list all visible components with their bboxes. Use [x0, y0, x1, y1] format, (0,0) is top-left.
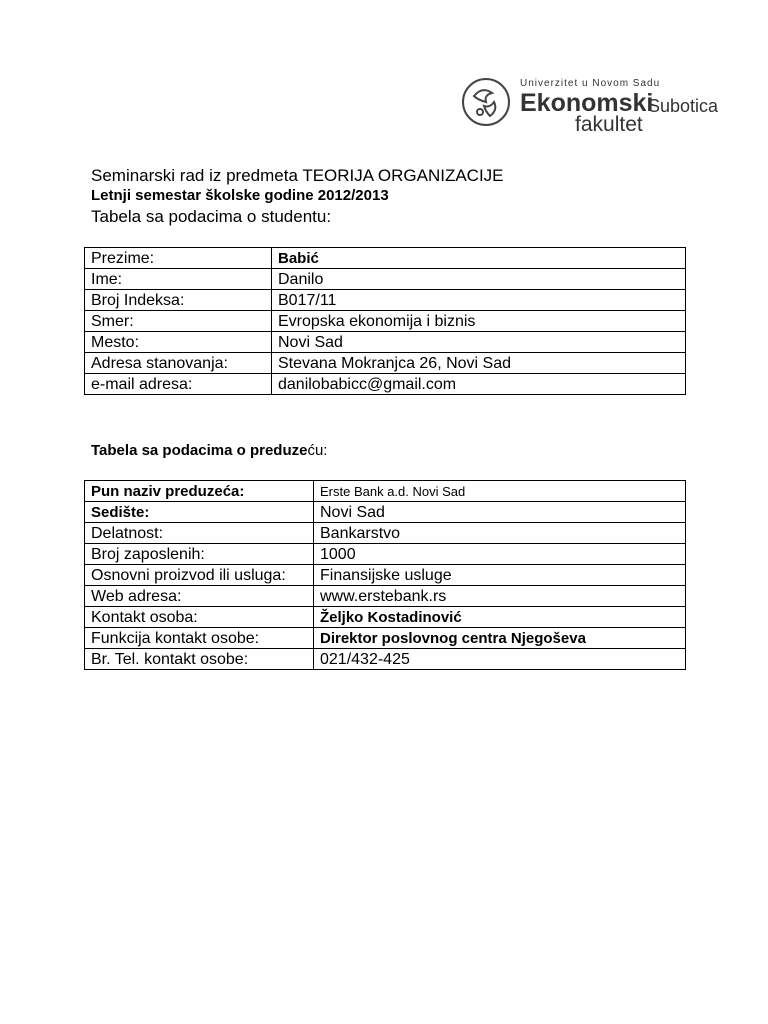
table-row — [85, 628, 686, 649]
table-row — [85, 248, 686, 269]
logo-city: Subotica — [648, 96, 719, 116]
row-label: Osnovni proizvod ili usluga: — [85, 565, 314, 586]
row-value: Stevana Mokranjca 26, Novi Sad — [272, 353, 686, 374]
row-value: Danilo — [272, 269, 686, 290]
row-label: Kontakt osoba: — [85, 607, 314, 628]
row-label: Smer: — [85, 311, 272, 332]
company-heading-bold: Tabela sa podacima o preduze — [91, 442, 308, 459]
table-row — [85, 649, 686, 670]
row-label: Prezime: — [85, 248, 272, 269]
row-label: Ime: — [85, 269, 272, 290]
row-value: Novi Sad — [272, 332, 686, 353]
document-title: Seminarski rad iz predmeta TEORIJA ORGANIZACIJE — [91, 166, 504, 185]
table-row — [85, 481, 686, 502]
faculty-logo — [460, 74, 730, 136]
table-row — [85, 290, 686, 311]
row-value: Babić — [272, 248, 686, 269]
table-row — [85, 607, 686, 628]
row-value: danilobabicc@gmail.com — [272, 374, 686, 395]
row-label: e-mail adresa: — [85, 374, 272, 395]
row-label: Web adresa: — [85, 586, 314, 607]
semester-line: Letnji semestar školske godine 2012/2013 — [91, 187, 389, 204]
table-row — [85, 565, 686, 586]
table-row — [85, 502, 686, 523]
row-label: Broj Indeksa: — [85, 290, 272, 311]
row-label: Mesto: — [85, 332, 272, 353]
student-table-heading: Tabela sa podacima o studentu: — [91, 207, 332, 226]
row-value: Novi Sad — [314, 502, 686, 523]
table-row — [85, 311, 686, 332]
table-row — [85, 269, 686, 290]
row-value: www.erstebank.rs — [314, 586, 686, 607]
faculty-emblem-icon — [460, 76, 512, 128]
company-table — [84, 480, 686, 670]
table-row — [85, 374, 686, 395]
row-label: Sedište: — [85, 502, 314, 523]
table-row — [85, 544, 686, 565]
row-label: Broj zaposlenih: — [85, 544, 314, 565]
row-value: Željko Kostadinović — [314, 607, 686, 628]
row-value: Evropska ekonomija i biznis — [272, 311, 686, 332]
row-label: Pun naziv preduzeća: — [85, 481, 314, 502]
row-value: 1000 — [314, 544, 686, 565]
row-label: Delatnost: — [85, 523, 314, 544]
table-row — [85, 332, 686, 353]
table-row — [85, 353, 686, 374]
row-label: Funkcija kontakt osobe: — [85, 628, 314, 649]
company-heading-rest: ću: — [307, 442, 328, 459]
row-label: Adresa stanovanja: — [85, 353, 272, 374]
row-value: Bankarstvo — [314, 523, 686, 544]
company-table-heading — [91, 442, 327, 459]
student-table — [84, 247, 686, 395]
table-row — [85, 523, 686, 544]
logo-faculty: fakultet — [575, 113, 643, 136]
logo-university: Univerzitet u Novom Sadu — [520, 78, 661, 89]
row-value: Finansijske usluge — [314, 565, 686, 586]
row-value: Direktor poslovnog centra Njegoševa — [314, 628, 686, 649]
logo-name: Ekonomski — [520, 89, 654, 117]
row-value: B017/11 — [272, 290, 686, 311]
row-value: Erste Bank a.d. Novi Sad — [314, 481, 686, 502]
row-value: 021/432-425 — [314, 649, 686, 670]
row-label: Br. Tel. kontakt osobe: — [85, 649, 314, 670]
table-row — [85, 586, 686, 607]
